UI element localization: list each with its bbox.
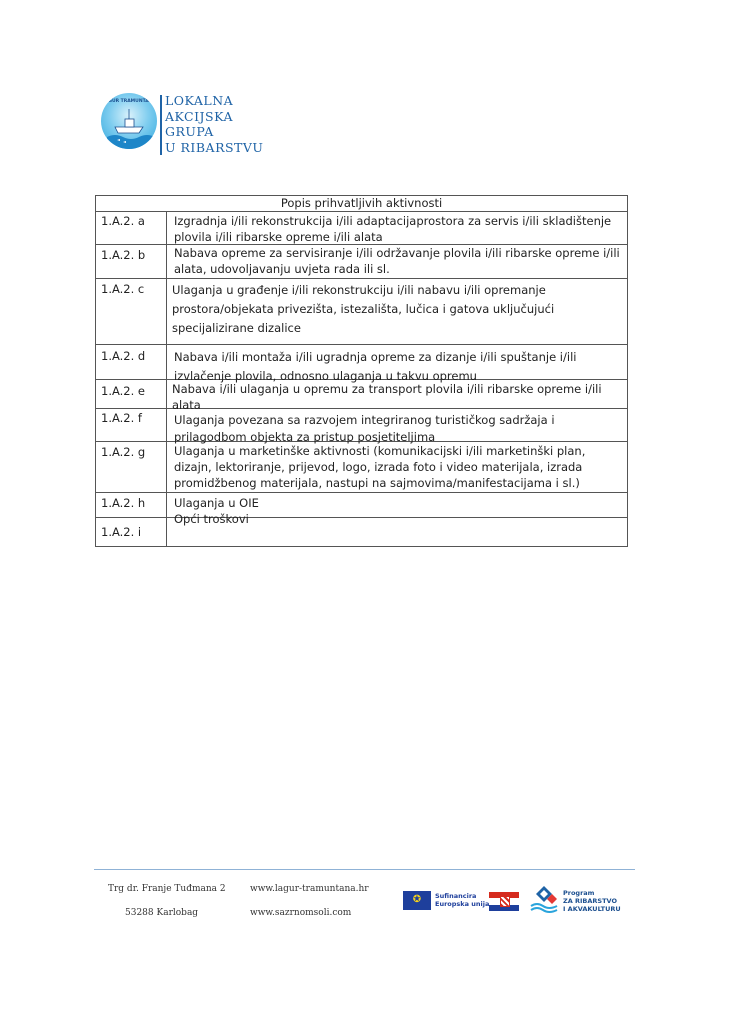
activity-code: 1.A.2. h (101, 496, 146, 510)
fisheries-program-label (563, 889, 621, 913)
table-row (96, 512, 627, 546)
table-caption: Popis prihvatljivih aktivnosti (96, 196, 627, 212)
activity-description: Ulaganja u OIE (174, 496, 259, 510)
fisheries-program-icon (529, 884, 559, 914)
eu-cofinancing-label (435, 892, 489, 908)
lag-logo (101, 93, 271, 157)
activities-table (95, 195, 628, 547)
footer-website-1[interactable]: www.lagur-tramuntana.hr (250, 884, 369, 894)
activity-description: Ulaganja u marketinške aktivnosti (komunikacijski i/ili marketinški plan, dizajn, lektoriranje, prijevod, logo, izrada foto i video materijala, izrada promidžbenog materijala, nastupi na sajmovima/manifestacijama i sl.) (174, 444, 586, 490)
table-row (96, 245, 627, 279)
activity-code: 1.A.2. e (101, 384, 145, 398)
activity-description: Ulaganja u građenje i/ili rekonstrukciju i/ili nabavu i/ili opremanje prostora/objekata privezišta, istezališta, lučica i gatova uključujući specijalizirane dizalice (172, 283, 555, 335)
footer-website-2[interactable]: www.sazrnomsoli.com (250, 908, 352, 918)
table-row (96, 279, 627, 345)
lag-logo-line-1: LOKALNA (165, 93, 234, 108)
activity-code: 1.A.2. d (101, 349, 146, 363)
lag-logo-line-2: AKCIJSKA (165, 108, 233, 124)
footer-address-street: Trg dr. Franje Tuđmana 2 (108, 884, 226, 894)
activity-code: 1.A.2. g (101, 445, 146, 459)
table-row (96, 380, 627, 412)
activity-description: Nabava opreme za servisiranje i/ili održavanje plovila i/ili ribarske opreme i/ili alata, udovoljavanju uvjeta rada ili sl. (174, 246, 620, 276)
lag-logo-line-4: U RIBARSTVU (165, 139, 264, 155)
lag-logo-badge-text: LAGUR TRAMUNTANA (101, 99, 157, 104)
program-label-line-3: I AKVAKULTURU (563, 905, 621, 913)
boat-icon (101, 93, 157, 149)
table-row (96, 442, 627, 493)
table-row (96, 409, 627, 442)
eu-label-line-2: Europska unija (435, 900, 490, 908)
lag-logo-divider (160, 95, 162, 155)
program-label-line-1: Program (563, 889, 595, 897)
activity-description: Nabava i/ili montaža i/ili ugradnja opreme za dizanje i/ili spuštanje i/ili izvlačenje plovila, odnosno ulaganja u takvu opremu (174, 350, 577, 383)
footer-divider (94, 869, 635, 870)
activity-code: 1.A.2. b (101, 248, 146, 262)
activity-description: Izgradnja i/ili rekonstrukcija i/ili adaptacijaprostora za servis i/ili skladištenje plovila i/ili ribarske opreme i/ili alata (174, 214, 612, 244)
activity-description: Ulaganja povezana sa razvojem integriranog turističkog sadržaja i prilagodbom objekta za pristup posjetiteljima (174, 413, 555, 444)
table-row (96, 212, 627, 245)
table-row (96, 345, 627, 383)
eu-label-line-1: Sufinancira (435, 892, 477, 900)
activity-code: 1.A.2. c (101, 282, 145, 296)
program-label-line-2: ZA RIBARSTVO (563, 897, 617, 905)
activity-description: Nabava i/ili ulaganja u opremu za transport plovila i/ili ribarske opreme i/ili alata (172, 382, 602, 412)
eu-flag-icon: ✪ (403, 891, 431, 910)
activity-description: Opći troškovi (174, 512, 249, 526)
lag-logo-text (165, 93, 263, 155)
croatia-flag-icon (489, 892, 519, 911)
lag-logo-emblem (101, 93, 157, 149)
activity-code: 1.A.2. f (101, 411, 142, 425)
activity-code: 1.A.2. a (101, 214, 145, 228)
footer-address-city: 53288 Karlobag (125, 908, 199, 918)
activity-code: 1.A.2. i (101, 525, 142, 539)
lag-logo-line-3: GRUPA (165, 124, 214, 139)
